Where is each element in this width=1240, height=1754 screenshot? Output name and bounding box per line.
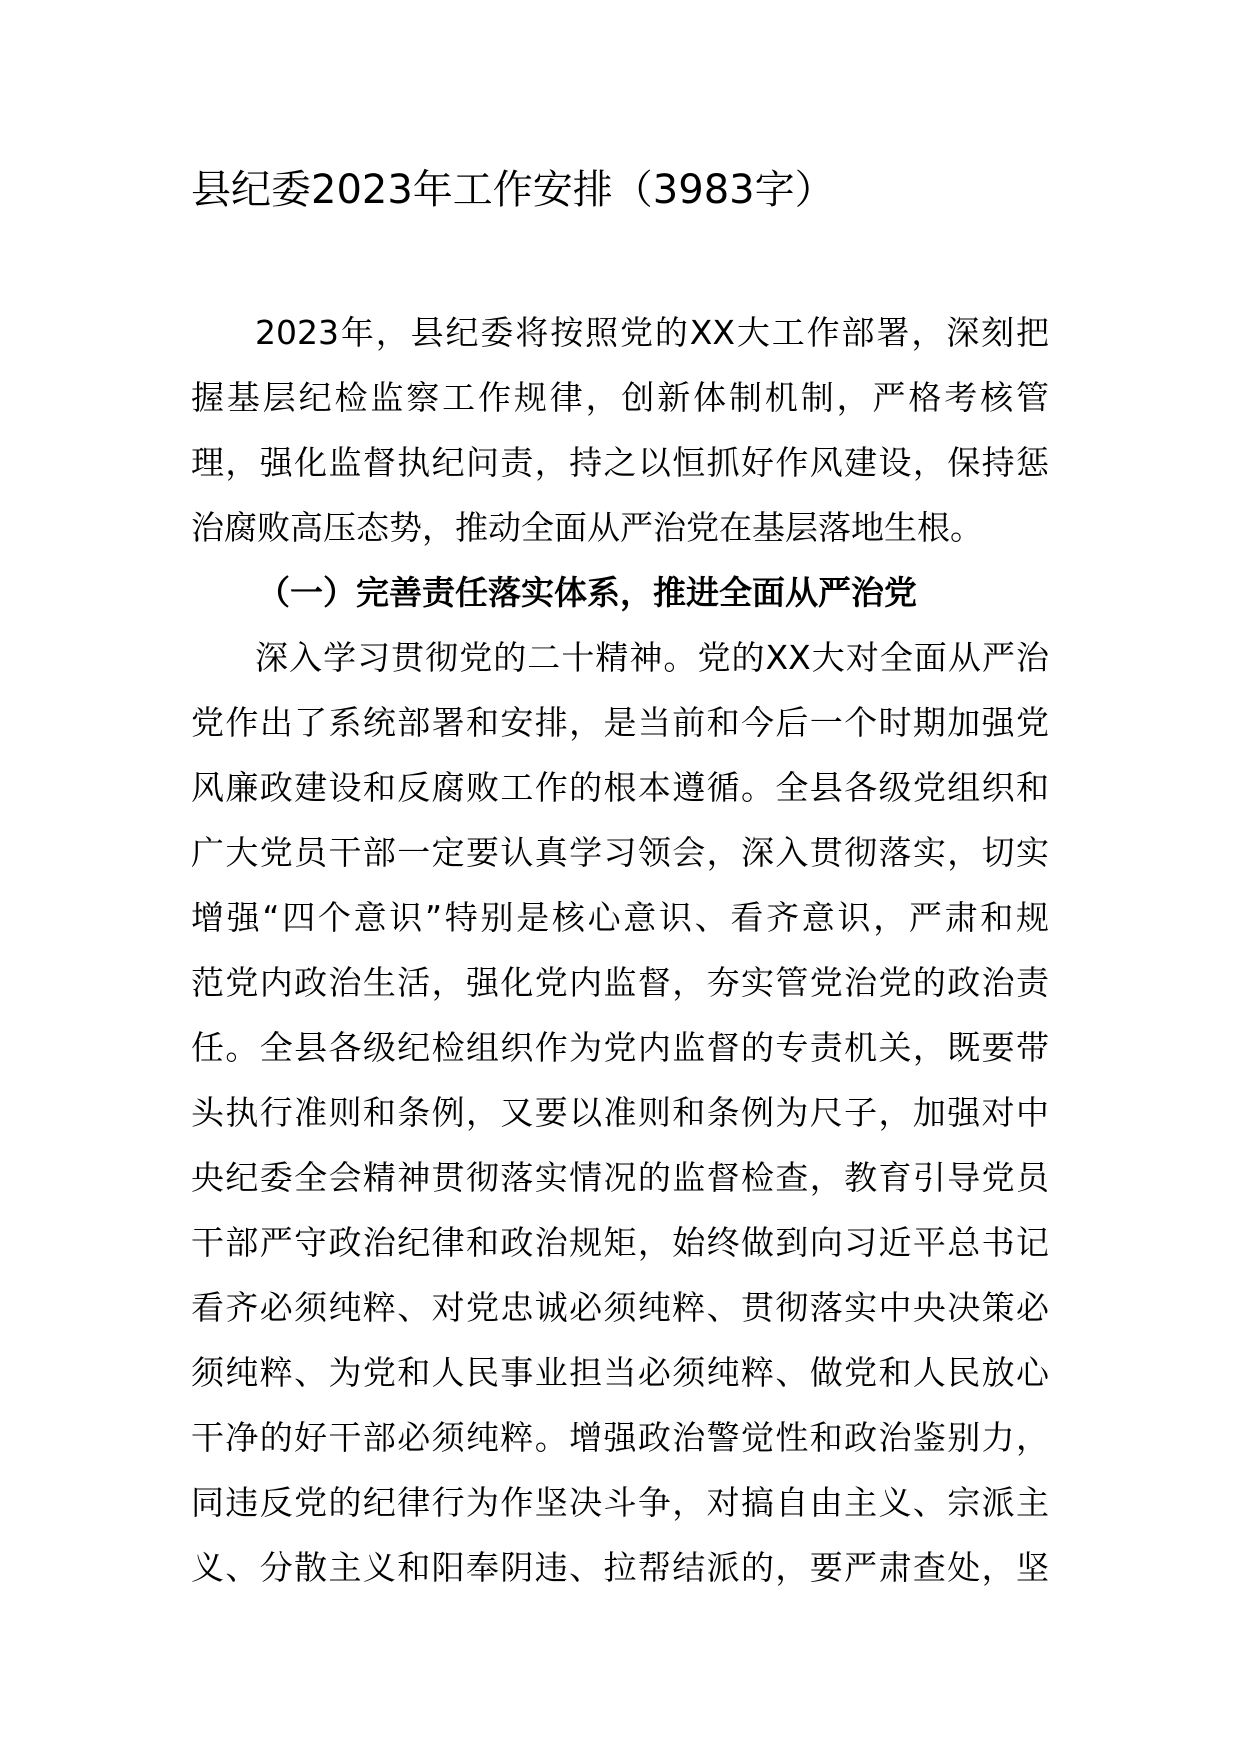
text-line: 干净的好干部必须纯粹。增强政治警觉性和政治鉴别力， <box>191 1418 1049 1457</box>
text-line: 广大党员干部一定要认真学习领会，深入贯彻落实，切实 <box>191 833 1049 872</box>
text-line: 握基层纪检监察工作规律，创新体制机制，严格考核管 <box>191 378 1049 417</box>
text-line: 增强“四个意识”特别是核心意识、看齐意识，严肃和规 <box>191 898 1049 937</box>
text-line: 范党内政治生活，强化党内监督，夯实管党治党的政治责 <box>191 963 1049 1002</box>
intro-paragraph <box>191 300 1049 560</box>
text-line: 央纪委全会精神贯彻落实情况的监督检查，教育引导党员 <box>191 1158 1049 1197</box>
section-paragraph <box>191 625 1049 1600</box>
text-line: 党作出了系统部署和安排，是当前和今后一个时期加强党 <box>191 703 1049 742</box>
section-heading: （一）完善责任落实体系，推进全面从严治党 <box>257 573 917 612</box>
text-line: 理，强化监督执纪问责，持之以恒抓好作风建设，保持惩 <box>191 443 1049 482</box>
text-line: 深入学习贯彻党的二十精神。党的XX大对全面从严治 <box>255 638 1049 677</box>
section-heading-block <box>191 560 1049 625</box>
text-line: 义、分散主义和阳奉阴违、拉帮结派的，要严肃查处，坚 <box>191 1548 1049 1587</box>
text-line: 风廉政建设和反腐败工作的根本遵循。全县各级党组织和 <box>191 768 1049 807</box>
text-line: 头执行准则和条例，又要以准则和条例为尺子，加强对中 <box>191 1093 1049 1132</box>
text-line: 任。全县各级纪检组织作为党内监督的专责机关，既要带 <box>191 1028 1049 1067</box>
text-line: 治腐败高压态势，推动全面从严治党在基层落地生根。 <box>191 508 983 547</box>
text-line: 干部严守政治纪律和政治规矩，始终做到向习近平总书记 <box>191 1223 1049 1262</box>
document-title: 县纪委2023年工作安排（3983字） <box>191 167 835 213</box>
text-line: 看齐必须纯粹、对党忠诚必须纯粹、贯彻落实中央决策必 <box>191 1288 1049 1327</box>
text-line: 2023年，县纪委将按照党的XX大工作部署，深刻把 <box>255 313 1049 352</box>
text-line: 同违反党的纪律行为作坚决斗争，对搞自由主义、宗派主 <box>191 1483 1049 1522</box>
text-line: 须纯粹、为党和人民事业担当必须纯粹、做党和人民放心 <box>191 1353 1049 1392</box>
